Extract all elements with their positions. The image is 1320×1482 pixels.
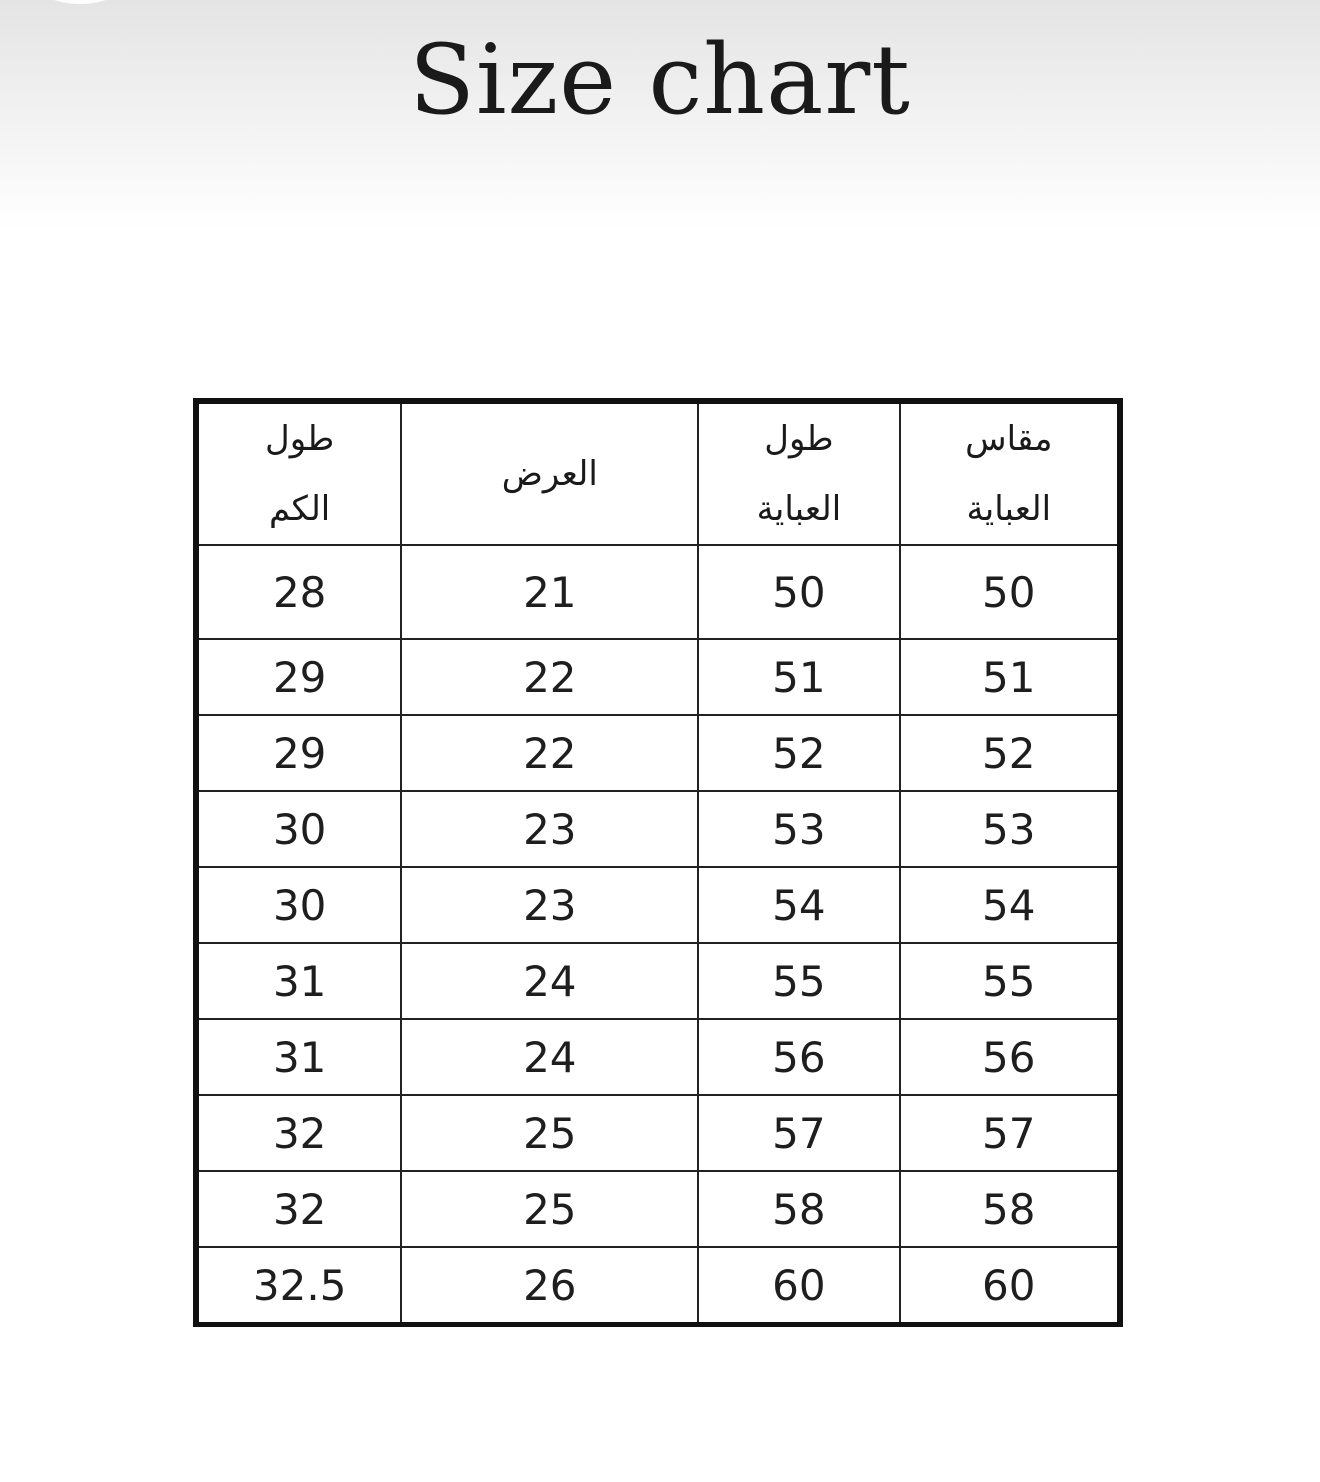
- cell-abaya-size: 55: [900, 943, 1120, 1019]
- cell-width: 22: [401, 639, 698, 715]
- cell-abaya-size: 56: [900, 1019, 1120, 1095]
- cell-sleeve-length: 28: [196, 545, 401, 639]
- table-body: [196, 545, 1120, 1325]
- cell-abaya-length: 53: [698, 791, 899, 867]
- header-line: طول: [764, 419, 834, 459]
- table-row: [196, 1019, 1120, 1095]
- cell-sleeve-length: 30: [196, 791, 401, 867]
- cell-sleeve-length: 32.5: [196, 1247, 401, 1325]
- cell-sleeve-length: 32: [196, 1095, 401, 1171]
- table-row: [196, 1095, 1120, 1171]
- cell-width: 24: [401, 943, 698, 1019]
- cell-sleeve-length: 32: [196, 1171, 401, 1247]
- cell-abaya-length: 58: [698, 1171, 899, 1247]
- header-line: طول: [265, 419, 335, 459]
- cell-abaya-size: 52: [900, 715, 1120, 791]
- cell-abaya-size: 51: [900, 639, 1120, 715]
- cell-abaya-size: 60: [900, 1247, 1120, 1325]
- cell-abaya-length: 55: [698, 943, 899, 1019]
- cell-abaya-length: 60: [698, 1247, 899, 1325]
- cell-width: 26: [401, 1247, 698, 1325]
- page-title: Size chart: [409, 24, 911, 136]
- cell-abaya-size: 58: [900, 1171, 1120, 1247]
- cell-sleeve-length: 29: [196, 715, 401, 791]
- cell-abaya-size: 53: [900, 791, 1120, 867]
- cell-width: 22: [401, 715, 698, 791]
- table-row: [196, 1171, 1120, 1247]
- cell-abaya-size: 57: [900, 1095, 1120, 1171]
- cell-sleeve-length: 31: [196, 1019, 401, 1095]
- table-row: [196, 943, 1120, 1019]
- table-row: [196, 639, 1120, 715]
- header-line: العباية: [756, 489, 842, 529]
- table-row: [196, 715, 1120, 791]
- cell-abaya-length: 54: [698, 867, 899, 943]
- cell-abaya-size: 54: [900, 867, 1120, 943]
- table-row: [196, 1247, 1120, 1325]
- cell-width: 21: [401, 545, 698, 639]
- table-row: [196, 867, 1120, 943]
- table-row: [196, 545, 1120, 639]
- header-width: [401, 401, 698, 545]
- header-row: [196, 401, 1120, 545]
- cell-sleeve-length: 30: [196, 867, 401, 943]
- size-table: [193, 398, 1123, 1327]
- cell-abaya-length: 51: [698, 639, 899, 715]
- cell-abaya-length: 50: [698, 545, 899, 639]
- cell-width: 23: [401, 867, 698, 943]
- header-line: العرض: [501, 454, 598, 494]
- cell-sleeve-length: 31: [196, 943, 401, 1019]
- header-line: العباية: [966, 489, 1052, 529]
- cell-abaya-length: 57: [698, 1095, 899, 1171]
- header-sleeve-length: [196, 401, 401, 545]
- cell-width: 25: [401, 1171, 698, 1247]
- cell-sleeve-length: 29: [196, 639, 401, 715]
- header-abaya-length: [698, 401, 899, 545]
- cell-abaya-length: 56: [698, 1019, 899, 1095]
- header-abaya-size: [900, 401, 1120, 545]
- cell-abaya-length: 52: [698, 715, 899, 791]
- cell-width: 23: [401, 791, 698, 867]
- cell-width: 24: [401, 1019, 698, 1095]
- cell-abaya-size: 50: [900, 545, 1120, 639]
- header-line: الكم: [269, 489, 331, 529]
- table-row: [196, 791, 1120, 867]
- cell-width: 25: [401, 1095, 698, 1171]
- header-line: مقاس: [965, 419, 1053, 459]
